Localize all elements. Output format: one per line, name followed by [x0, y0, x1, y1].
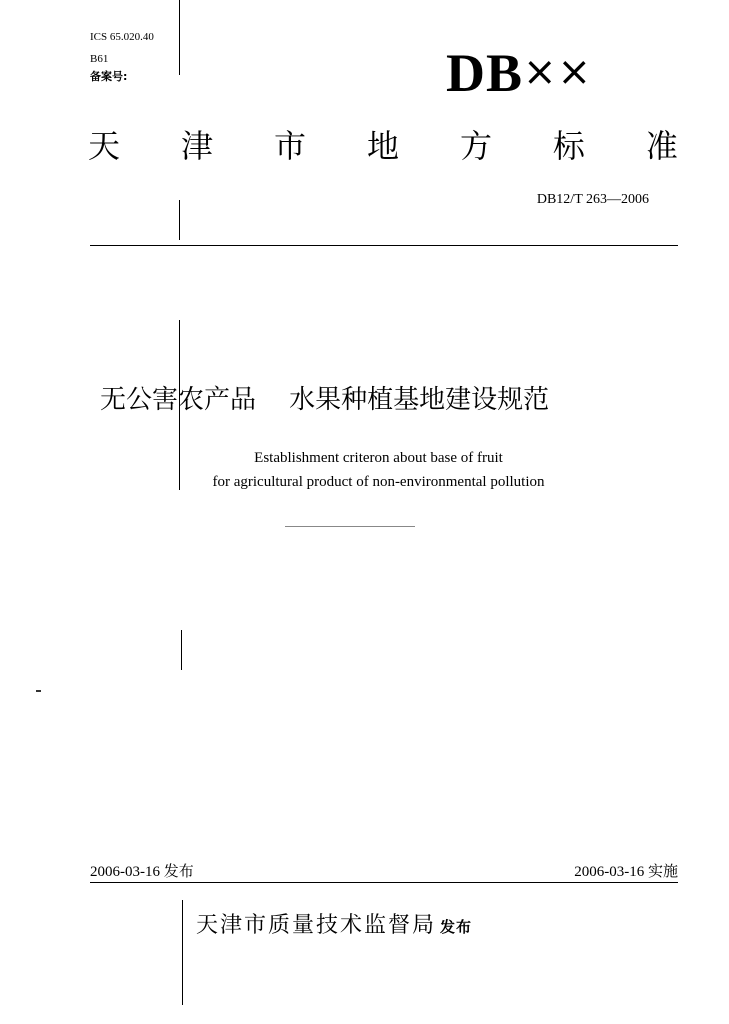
- standard-type-char: 地: [366, 127, 399, 165]
- implement-label: 实施: [647, 862, 678, 880]
- publish-date: 2006-03-16: [90, 864, 160, 880]
- scan-artifact-line: [179, 200, 180, 240]
- title-en-line1: Establishment criteron about base of fruit: [254, 450, 503, 466]
- title-cn-part1: 无公害农产品: [100, 385, 257, 415]
- scan-artifact-mark: [36, 690, 41, 692]
- classification-code: B61: [90, 53, 109, 65]
- issuing-authority: [196, 908, 472, 939]
- standard-code: DB12/T 263—2006: [536, 192, 649, 207]
- scan-artifact-line: [179, 0, 180, 75]
- implement-date-line: [574, 860, 678, 881]
- document-title-cn: [100, 380, 549, 420]
- standard-type-char: 天: [88, 127, 121, 165]
- scan-artifact-line: [181, 630, 182, 670]
- standard-type-char: 方: [459, 127, 492, 165]
- db-logo: [446, 40, 592, 105]
- document-title-en: [186, 446, 571, 494]
- publish-date-line: [90, 860, 194, 881]
- title-cn-part2: 水果种植基地建设规范: [289, 385, 550, 415]
- header-divider: [90, 245, 678, 246]
- ics-code: ICS 65.020.40: [90, 31, 154, 43]
- standard-type-char: 市: [273, 127, 306, 165]
- footer-divider: [90, 882, 678, 883]
- standard-type-char: 标: [552, 127, 585, 165]
- standard-type-char: 津: [180, 127, 213, 165]
- scan-artifact-line: [182, 900, 183, 1005]
- title-en-line2: for agricultural product of non-environmental pollution: [212, 474, 545, 490]
- logo-prefix: DB: [446, 43, 524, 103]
- implement-date: 2006-03-16: [574, 864, 645, 880]
- standard-type-heading: [88, 124, 678, 168]
- authority-action: 发布: [440, 918, 473, 936]
- scan-artifact-mark: [285, 526, 415, 527]
- record-number-label: 备案号:: [90, 70, 128, 83]
- logo-suffix: ××: [523, 49, 593, 95]
- publish-label: 发布: [163, 862, 194, 880]
- authority-name: 天津市质量技术监督局: [196, 913, 437, 938]
- standard-type-char: 准: [645, 127, 678, 165]
